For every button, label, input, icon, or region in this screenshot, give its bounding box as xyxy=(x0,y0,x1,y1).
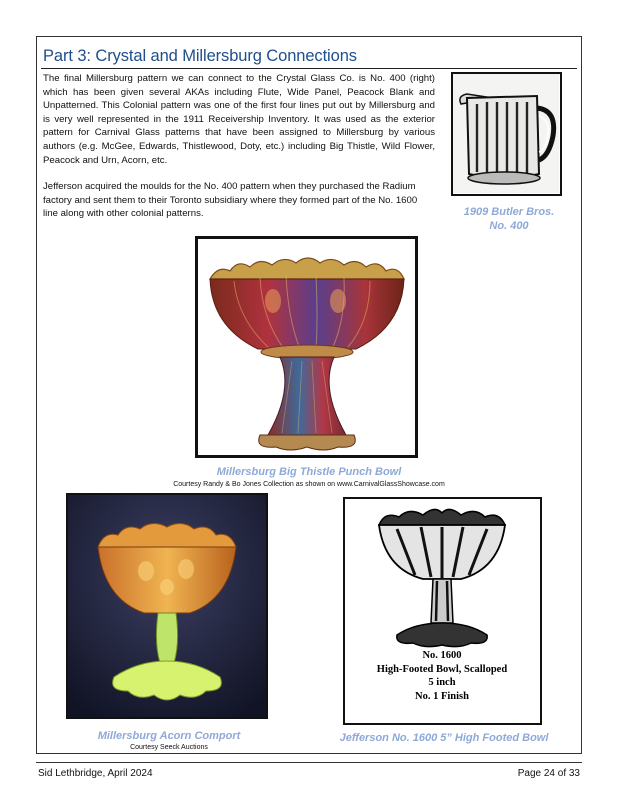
punch-bowl-illustration xyxy=(198,239,415,455)
catalog-line-3: 5 inch xyxy=(428,677,456,688)
jefferson-catalog-image xyxy=(343,497,542,725)
paragraph-2: Jefferson acquired the moulds for the No. 400 pattern when they purchased the Radium factory and sent them to their Toronto subsidiary where they formed part of the No. 1600 line along with other colonial patterns. xyxy=(43,181,418,220)
catalog-text xyxy=(345,649,539,703)
acorn-caption: Millersburg Acorn Comport xyxy=(97,730,241,742)
catalog-line-4: No. 1 Finish xyxy=(415,690,469,702)
punch-bowl-caption: Millersburg Big Thistle Punch Bowl xyxy=(216,466,402,478)
punch-bowl-photo xyxy=(195,236,418,458)
butler-caption-line1: 1909 Butler Bros. xyxy=(463,206,555,218)
pitcher-illustration xyxy=(453,74,559,193)
butler-caption-line2: No. 400 xyxy=(489,220,529,232)
paragraph-1: The final Millersburg pattern we can connect to the Crystal Glass Co. is No. 400 (right) which has been given several AKAs including Flute, Wide Panel, Peacock Blank and Unpatterned. This Colonial pattern was one of the first four lines put out by Millersburg and is very well represented in the 1911 Receivership Inventory. It was used as the exterior pattern for Carnival Glass patterns that have been assigned to Millersburg by various authors (e.g. McGee, Edwards, Thistlewood, Doty, etc.) including Big Thistle, Wild Flower, Peacock and Urn, Acorn, etc. xyxy=(43,73,435,166)
section-title: Part 3: Crystal and Millersburg Connections xyxy=(43,47,357,65)
footer-author: Sid Lethbridge, April 2024 xyxy=(38,768,153,779)
footer-rule xyxy=(36,762,582,763)
butler-caption xyxy=(444,205,574,233)
butler-catalog-image xyxy=(451,72,562,196)
footer-page-number: Page 24 of 33 xyxy=(517,768,580,779)
punch-bowl-credit: Courtesy Randy & Bo Jones Collection as shown on www.CarnivalGlassShowcase.com xyxy=(173,481,445,488)
footed-bowl-illustration xyxy=(345,499,539,649)
jefferson-caption: Jefferson No. 1600 5” High Footed Bowl xyxy=(339,732,549,744)
catalog-line-1: No. 1600 xyxy=(422,650,462,661)
acorn-credit: Courtesy Seeck Auctions xyxy=(130,744,208,751)
acorn-comport-illustration xyxy=(68,495,266,717)
acorn-comport-photo xyxy=(66,493,268,719)
catalog-line-2: High-Footed Bowl, Scalloped xyxy=(376,663,508,675)
title-underline xyxy=(41,68,577,69)
